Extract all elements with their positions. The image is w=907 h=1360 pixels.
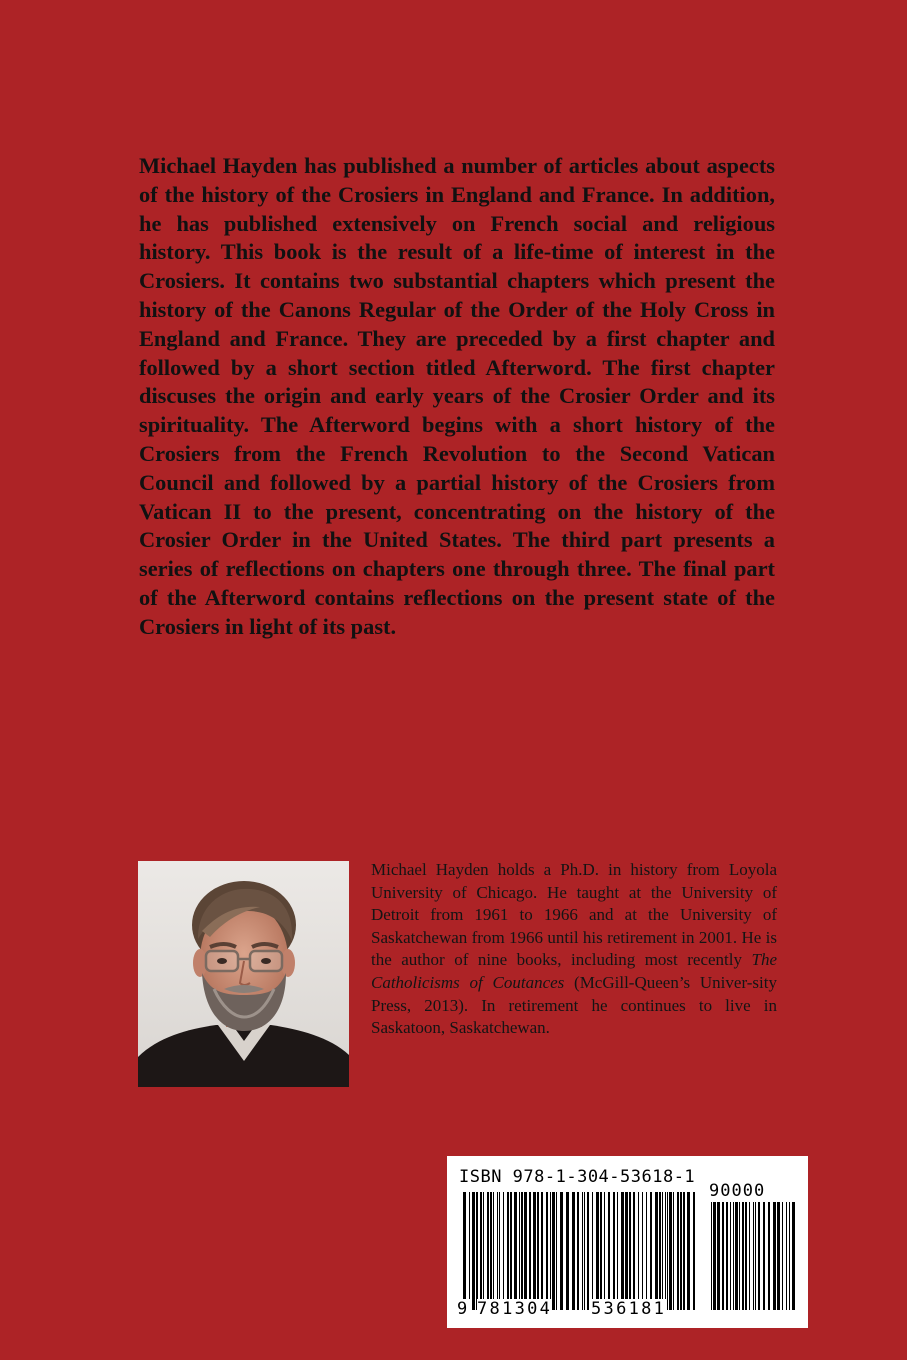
barcode-bar xyxy=(560,1192,563,1310)
barcode-bar xyxy=(739,1202,740,1310)
barcode-bar xyxy=(646,1192,647,1310)
barcode-bar xyxy=(596,1192,599,1310)
barcode-bar xyxy=(472,1192,475,1310)
barcode-bar xyxy=(604,1192,605,1310)
barcode-bar xyxy=(546,1192,548,1310)
barcode-bar xyxy=(745,1202,747,1310)
barcode-bar xyxy=(533,1192,536,1310)
barcode-bar xyxy=(665,1192,666,1310)
isbn-barcode xyxy=(447,1156,808,1328)
barcode-bar xyxy=(677,1192,679,1310)
barcode-bar xyxy=(584,1192,585,1310)
barcode-bar xyxy=(608,1192,610,1310)
barcode-bar xyxy=(469,1192,470,1310)
barcode-bar xyxy=(521,1192,523,1310)
barcode-bar xyxy=(537,1192,539,1310)
barcode-bar xyxy=(524,1192,527,1310)
barcode-bar xyxy=(667,1192,668,1310)
barcode-bar xyxy=(777,1202,780,1310)
price-code: 90000 xyxy=(709,1181,766,1201)
barcode-bar xyxy=(629,1192,631,1310)
barcode-bar xyxy=(789,1202,790,1310)
barcode-bar xyxy=(753,1202,754,1310)
barcode-bar xyxy=(499,1192,500,1310)
barcode-bar xyxy=(483,1192,484,1310)
barcode-bar xyxy=(592,1192,593,1310)
barcode-bar xyxy=(621,1192,624,1310)
barcode-bar xyxy=(519,1192,520,1310)
barcode-bar xyxy=(529,1192,531,1310)
barcode-bar xyxy=(749,1202,750,1310)
barcode-bar xyxy=(625,1192,628,1310)
barcode-bar xyxy=(487,1192,489,1310)
barcode-bar xyxy=(493,1192,494,1310)
barcode-bar xyxy=(773,1202,776,1310)
barcode-bar xyxy=(659,1192,661,1310)
barcode-bar xyxy=(503,1192,504,1310)
barcode-bar xyxy=(577,1192,579,1310)
barcode-bar xyxy=(463,1192,466,1310)
barcode-bar xyxy=(755,1202,756,1310)
ean-right-digits: 536181 xyxy=(591,1299,667,1319)
barcode-bar xyxy=(730,1202,731,1310)
author-bio xyxy=(371,859,777,1040)
barcode-bar xyxy=(733,1202,734,1310)
barcode-bar xyxy=(642,1192,643,1310)
author-bio-text-end: (McGill-Queen’s Univer-sity Press, 2013). In retirement he continues to live in Saskatoon, Saskatchewan. xyxy=(371,972,777,1038)
barcode-bar xyxy=(673,1192,674,1310)
barcode-bar xyxy=(711,1202,712,1310)
barcode-bar xyxy=(763,1202,765,1310)
barcode-bar xyxy=(582,1192,583,1310)
barcode-bar xyxy=(572,1192,575,1310)
barcode-bar xyxy=(650,1192,652,1310)
barcode-bar xyxy=(633,1192,635,1310)
barcode-bar xyxy=(768,1202,770,1310)
isbn-label: ISBN 978-1-304-53618-1 xyxy=(459,1167,696,1187)
barcode-bar xyxy=(722,1202,724,1310)
barcode-bar xyxy=(510,1192,512,1310)
barcode-bar xyxy=(782,1202,783,1310)
barcode-bar xyxy=(514,1192,517,1310)
barcode-bar xyxy=(507,1192,509,1310)
barcode-bar xyxy=(726,1202,728,1310)
barcode-bar xyxy=(566,1192,569,1310)
barcode-bar xyxy=(638,1192,639,1310)
ean-first-digit: 9 xyxy=(457,1299,470,1319)
barcode-bar xyxy=(587,1192,589,1310)
barcode-bar xyxy=(669,1192,672,1310)
author-photo xyxy=(138,861,349,1087)
barcode-bar xyxy=(556,1192,557,1310)
barcode-bar xyxy=(662,1192,663,1310)
barcode-bar xyxy=(735,1202,738,1310)
barcode-bar xyxy=(613,1192,615,1310)
barcode-bar xyxy=(476,1192,478,1310)
barcode-bar xyxy=(550,1192,551,1310)
barcode-bar xyxy=(600,1192,602,1310)
author-bio-text: Michael Hayden holds a Ph.D. in history from Loyola University of Chicago. He taught at the University of Detroit from 1961 to 1966 and at the University of Saskatchewan from 1966 until his retirement in 2001. He is the author of nine books, including most recently xyxy=(371,860,777,970)
book-description: Michael Hayden has published a number of articles about aspects of the history of the Crosiers in England and France. In addition, he has published extensively on French social and religious history. This book is the result of a life-time of interest in the Crosiers. It contains two substantial chapters which present the history of the Canons Regular of the Order of the Holy Cross in England and France. They are preceded by a first chapter and followed by a short section titled Afterword. The first chapter discuses the origin and early years of the Crosier Order and its spirituality. The Afterword begins with a short history of the Crosiers from the French Revolution to the Second Vatican Council and followed by a partial history of the Crosiers from Vatican II to the present, concentrating on the history of the Crosier Order in the United States. The third part presents a series of reflections on chapters one through three. The final part of the Afterword contains reflections on the present state of the Crosiers in light of its past. xyxy=(139,153,775,639)
recent-book-title: The Catholicisms of Coutances xyxy=(371,950,777,992)
barcode-bar xyxy=(497,1192,498,1310)
barcode-bar xyxy=(552,1192,555,1310)
barcode-bar xyxy=(490,1192,492,1310)
barcode-bar xyxy=(742,1202,744,1310)
addon-barcode-bars xyxy=(709,1202,799,1320)
barcode-bar xyxy=(717,1202,720,1310)
barcode-bar xyxy=(655,1192,658,1310)
barcode-bar xyxy=(680,1192,682,1310)
author-portrait-image xyxy=(138,861,349,1087)
ean-left-digits: 781304 xyxy=(477,1299,553,1319)
barcode-bar xyxy=(693,1192,695,1310)
barcode-bar xyxy=(541,1192,543,1310)
barcode-bar xyxy=(687,1192,690,1310)
barcode-bar xyxy=(758,1202,760,1310)
barcode-bar xyxy=(617,1192,618,1310)
barcode-bar xyxy=(480,1192,482,1310)
barcode-bar xyxy=(683,1192,685,1310)
barcode-bar xyxy=(792,1202,795,1310)
barcode-bar xyxy=(786,1202,787,1310)
barcode-bar xyxy=(713,1202,716,1310)
